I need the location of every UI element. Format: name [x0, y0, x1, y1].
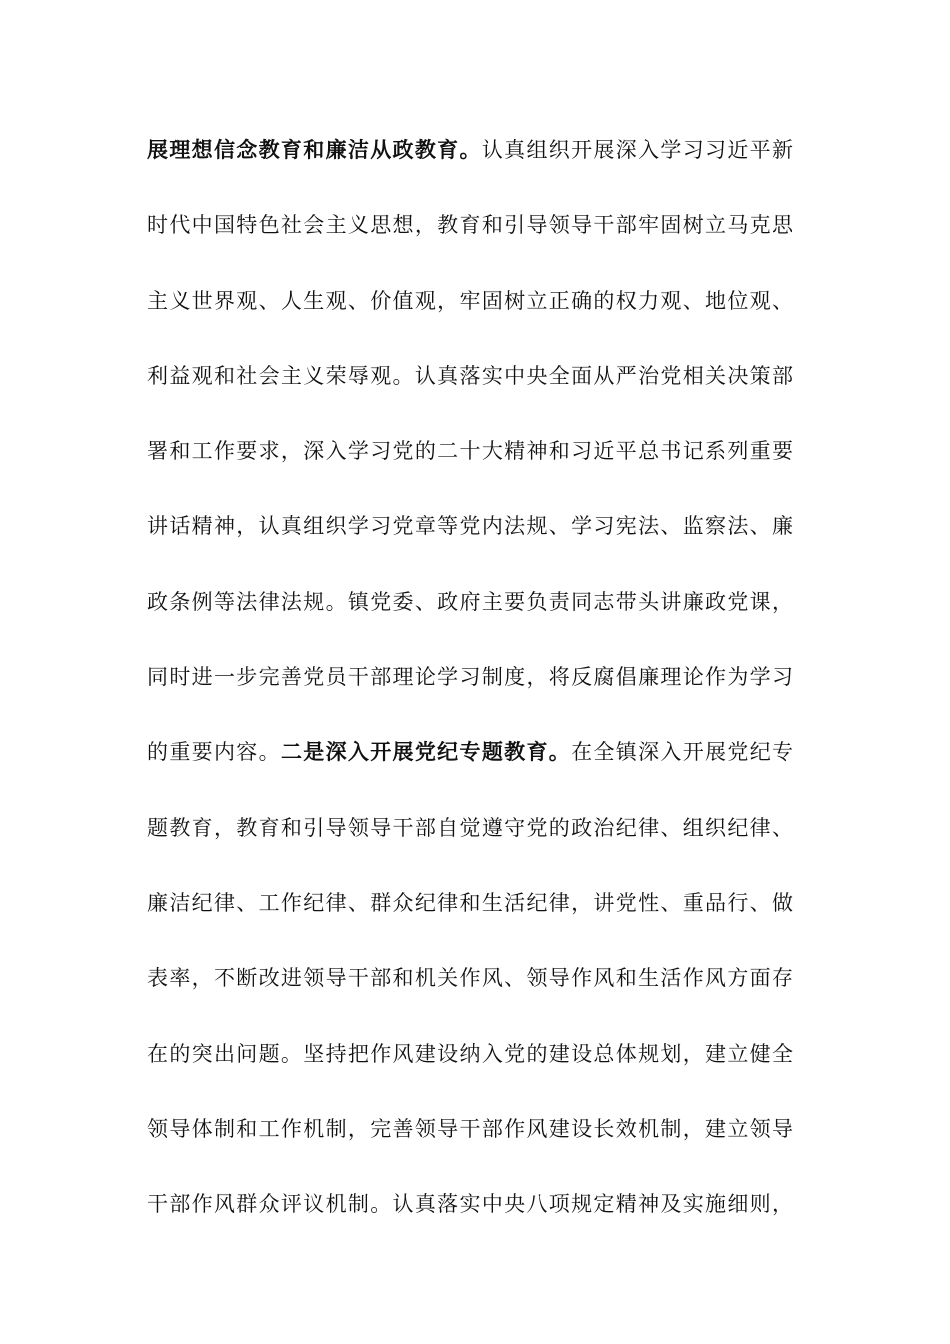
- text-line: [147, 131, 793, 206]
- text-line: [147, 1110, 793, 1185]
- text-line: [147, 658, 793, 733]
- bold-heading-run: 展理想信念教育和廉洁从政教育。: [147, 138, 482, 162]
- text-run: 的重要内容。: [147, 740, 281, 765]
- text-run: 在全镇深入开展党纪专: [571, 740, 793, 765]
- bold-heading-run: 二是深入开展党纪专题教育。: [280, 740, 572, 765]
- text-run: 领导体制和工作机制，完善领导干部作风建设长效机制，建立领导: [147, 1116, 793, 1141]
- text-line: [147, 1035, 793, 1110]
- text-line: [147, 809, 793, 884]
- text-run: 廉洁纪律、工作纪律、群众纪律和生活纪律，讲党性、重品行、做: [147, 890, 793, 915]
- text-line: [147, 733, 793, 808]
- text-run: 主义世界观、人生观、价值观，牢固树立正确的权力观、地位观、: [147, 288, 793, 313]
- text-line: [147, 583, 793, 658]
- text-line: [147, 206, 793, 281]
- text-run: 政条例等法律法规。镇党委、政府主要负责同志带头讲廉政党课，: [147, 589, 793, 614]
- text-run: 干部作风群众评议机制。认真落实中央八项规定精神及实施细则，: [147, 1192, 793, 1217]
- body-text: [147, 131, 793, 1260]
- text-run: 利益观和社会主义荣辱观。认真落实中央全面从严治党相关决策部: [147, 363, 793, 388]
- text-line: [147, 282, 793, 357]
- text-line: [147, 884, 793, 959]
- text-line: [147, 507, 793, 582]
- text-run: 同时进一步完善党员干部理论学习制度，将反腐倡廉理论作为学习: [147, 665, 793, 690]
- text-run: 在的突出问题。坚持把作风建设纳入党的建设总体规划，建立健全: [147, 1041, 793, 1066]
- text-line: [147, 357, 793, 432]
- text-run: 认真组织开展深入学习习近平新: [481, 138, 793, 162]
- text-line: [147, 432, 793, 507]
- text-line: [147, 1185, 793, 1260]
- text-run: 时代中国特色社会主义思想，教育和引导领导干部牢固树立马克思: [147, 213, 793, 238]
- text-line: [147, 959, 793, 1034]
- text-run: 署和工作要求，深入学习党的二十大精神和习近平总书记系列重要: [147, 439, 793, 464]
- text-run: 题教育，教育和引导领导干部自觉遵守党的政治纪律、组织纪律、: [147, 815, 793, 840]
- text-run: 讲话精神，认真组织学习党章等党内法规、学习宪法、监察法、廉: [147, 514, 793, 539]
- text-run: 表率，不断改进领导干部和机关作风、领导作风和生活作风方面存: [147, 966, 793, 991]
